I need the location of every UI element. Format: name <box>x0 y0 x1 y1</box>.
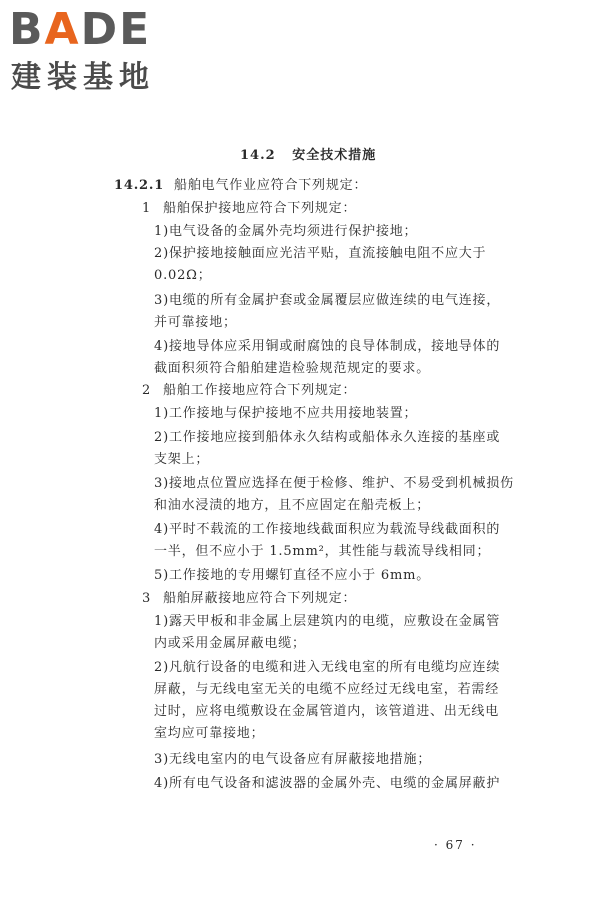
line-text: 内或采用金属屏蔽电缆； <box>154 636 306 651</box>
line-text: 和油水浸渍的地方，且不应固定在船壳板上； <box>154 498 431 513</box>
line-text: 4)平时不载流的工作接地线截面积应为载流导线截面积的 <box>154 522 501 537</box>
list-item-continuation <box>154 635 306 653</box>
sub-clause-number: 2 <box>142 383 152 398</box>
list-item <box>154 567 430 585</box>
line-text: 0.02Ω； <box>154 268 212 283</box>
section-heading <box>240 147 376 165</box>
clause-14-2-1 <box>114 177 367 195</box>
line-text: 1)露天甲板和非金属上层建筑内的电缆，应敷设在金属管 <box>154 614 501 629</box>
list-item-continuation <box>154 543 490 561</box>
list-item <box>154 659 500 677</box>
line-text: 一半，但不应小于 1.5mm²，其性能与载流导线相同； <box>154 544 491 559</box>
line-text: 过时，应将电缆敷设在金属管道内，该管道进、出无线电 <box>154 704 500 719</box>
line-text: 室均应可靠接地； <box>154 726 265 741</box>
list-item <box>154 338 500 356</box>
line-text: 船舶屏蔽接地应符合下列规定： <box>163 591 357 606</box>
line-text: 2)工作接地应接到船体永久结构或船体永久连接的基座或 <box>154 430 501 445</box>
sub-clause-number: 3 <box>142 591 152 606</box>
line-text: 1)电气设备的金属外壳均须进行保护接地； <box>154 224 418 239</box>
sub-clause-heading <box>142 200 356 218</box>
section-number: 14.2 <box>240 148 276 163</box>
line-text: 4)接地导体应采用铜或耐腐蚀的良导体制成，接地导体的 <box>154 339 501 354</box>
list-item-continuation <box>154 360 430 378</box>
list-item-continuation <box>154 267 212 285</box>
line-text: 2)保护接地接触面应光洁平贴，直流接触电阻不应大于 <box>154 246 487 261</box>
line-text: 2)凡航行设备的电缆和进入无线电室的所有电缆均应连续 <box>154 660 501 675</box>
list-item <box>154 751 431 769</box>
list-item-continuation <box>154 314 237 332</box>
list-item <box>154 775 500 793</box>
clause-number: 14.2.1 <box>114 178 165 193</box>
list-item <box>154 405 417 423</box>
line-text: 屏蔽，与无线电室无关的电缆不应经过无线电室，若需经 <box>154 682 500 697</box>
list-item <box>154 223 417 241</box>
line-text: 3)电缆的所有金属护套或金属覆层应做连续的电气连接， <box>154 293 501 308</box>
list-item-continuation <box>154 497 430 515</box>
logo-chinese: 建装基地 <box>11 60 155 95</box>
list-item-continuation <box>154 451 209 469</box>
sub-clause-number: 1 <box>142 201 152 216</box>
list-item <box>154 429 500 447</box>
line-text: 截面积须符合船舶建造检验规范规定的要求。 <box>154 361 431 376</box>
line-text: 5)工作接地的专用螺钉直径不应小于 6mm。 <box>154 568 431 583</box>
list-item <box>154 292 500 310</box>
list-item <box>154 475 514 493</box>
line-text: 3)接地点位置应选择在便于检修、维护、不易受到机械损伤 <box>154 476 514 491</box>
logo-wordmark: BADE <box>9 4 152 55</box>
list-item-continuation <box>154 725 264 743</box>
line-text: 船舶工作接地应符合下列规定： <box>163 383 357 398</box>
sub-clause-heading <box>142 382 356 400</box>
sub-clause-heading <box>142 590 356 608</box>
clause-text: 船舶电气作业应符合下列规定： <box>174 178 368 193</box>
list-item-continuation <box>154 703 499 721</box>
line-text: 支架上； <box>154 452 210 467</box>
section-title: 安全技术措施 <box>292 148 377 163</box>
line-text: 4)所有电气设备和滤波器的金属外壳、电缆的金属屏蔽护 <box>154 776 501 791</box>
list-item <box>154 521 500 539</box>
list-item <box>154 613 500 631</box>
line-text: 船舶保护接地应符合下列规定： <box>163 201 357 216</box>
line-text: 3)无线电室内的电气设备应有屏蔽接地措施； <box>154 752 432 767</box>
list-item-continuation <box>154 681 499 699</box>
line-text: 1)工作接地与保护接地不应共用接地装置； <box>154 406 418 421</box>
line-text: 并可靠接地； <box>154 315 237 330</box>
page-number: · 67 · <box>434 838 477 852</box>
list-item <box>154 245 486 263</box>
